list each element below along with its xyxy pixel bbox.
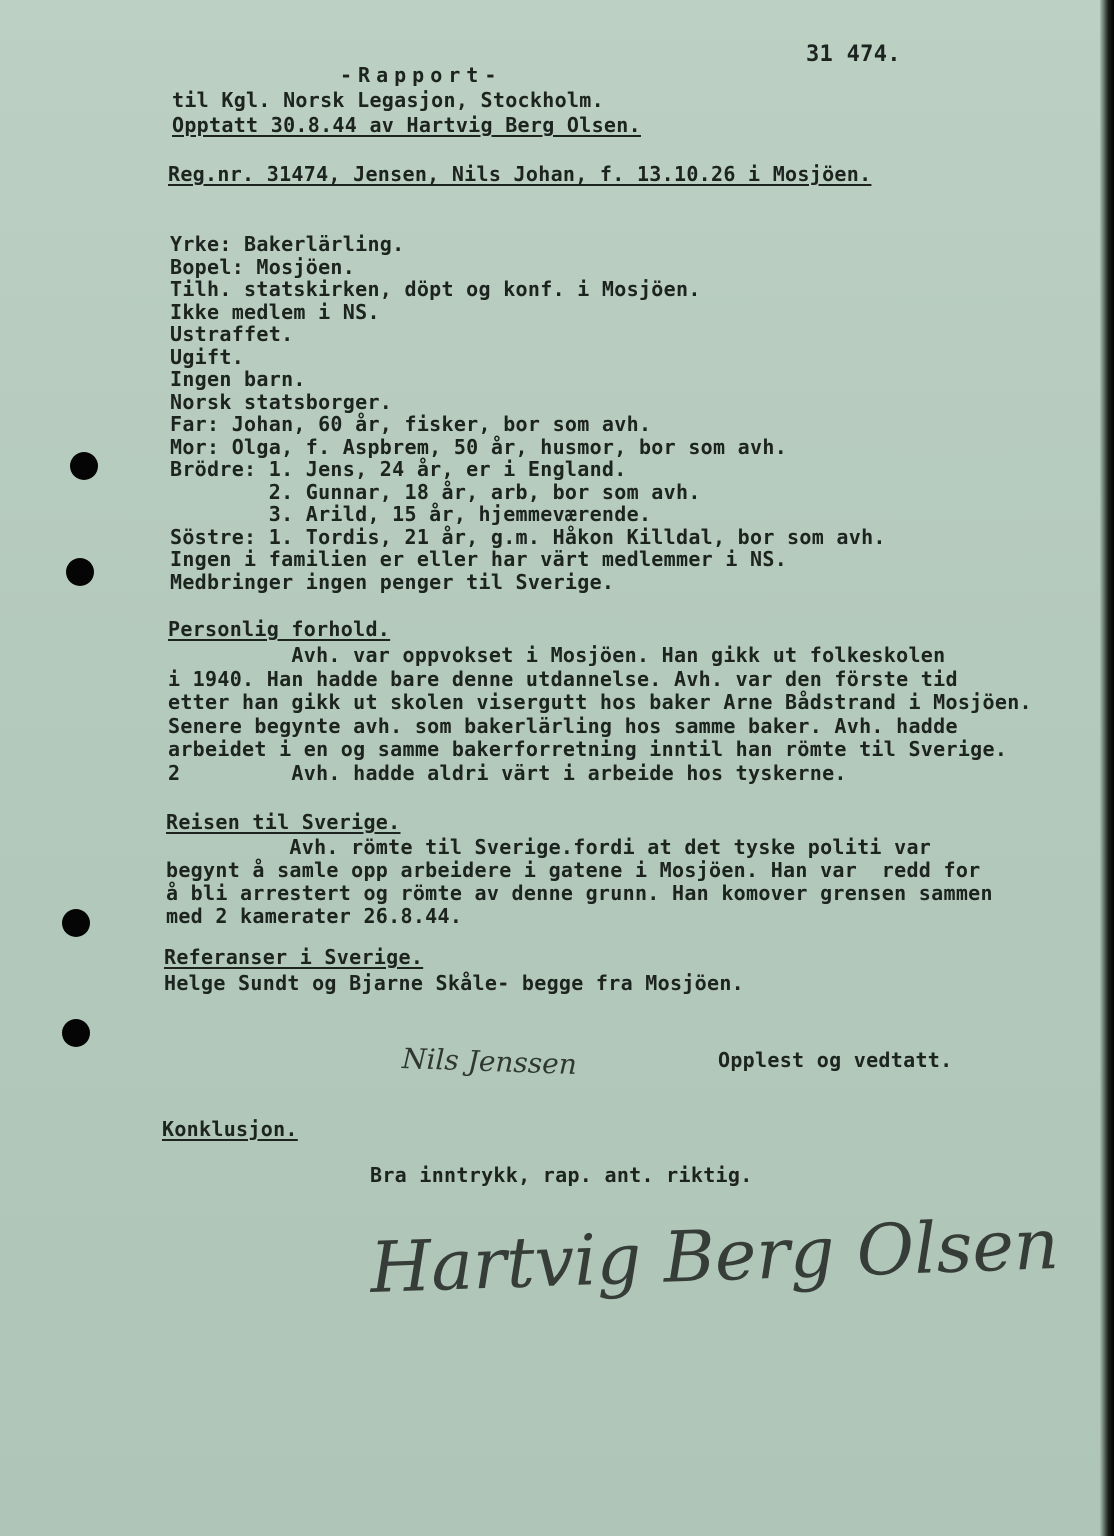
personal-line: 2 Avh. hadde aldri värt i arbeide hos tyskerne. (168, 760, 847, 785)
fact-line: Ugift. (170, 344, 245, 369)
fact-line: Söstre: 1. Tordis, 21 år, g.m. Håkon Killdal, bor som avh. (170, 524, 886, 549)
journey-line: begynt å samle opp arbeidere i gatene i Mosjöen. Han var redd for (166, 858, 981, 882)
fact-line: 2. Gunnar, 18 år, arb, bor som avh. (170, 479, 701, 504)
fact-line: Medbringer ingen penger til Sverige. (170, 569, 615, 594)
subject-signature: Nils Jenssen (401, 1041, 578, 1082)
journey-line: med 2 kamerater 26.8.44. (166, 904, 463, 928)
fact-line: 3. Arild, 15 år, hjemmeværende. (170, 502, 652, 526)
addressee-line: til Kgl. Norsk Legasjon, Stockholm. (172, 88, 604, 112)
officer-signature: Hartvig Berg Olsen (368, 1203, 1061, 1309)
personal-heading: Personlig forhold. (168, 617, 391, 641)
approved-stamp: Opplest og vedtatt. (718, 1048, 953, 1072)
fact-line: Ingen barn. (170, 367, 306, 391)
references-text: Helge Sundt og Bjarne Skåle- begge fra Mosjöen. (164, 971, 745, 995)
fact-line: Yrke: Bakerlärling. (170, 232, 405, 256)
punch-hole (70, 452, 98, 480)
conclusion-text: Bra inntrykk, rap. ant. riktig. (370, 1163, 753, 1187)
report-title: -Rapport- (340, 63, 503, 87)
fact-line: Ikke medlem i NS. (170, 299, 380, 324)
fact-line: Ustraffet. (170, 322, 294, 346)
personal-line: Senere begynte avh. som bakerlärling hos samme baker. Avh. hadde (168, 713, 958, 738)
conclusion-heading: Konklusjon. (162, 1117, 298, 1141)
registration-line: Reg.nr. 31474, Jensen, Nils Johan, f. 13.10.26 i Mosjöen. (168, 162, 872, 186)
fact-line: Mor: Olga, f. Aspbrem, 50 år, husmor, bor som avh. (170, 434, 788, 459)
recorded-by-line: Opptatt 30.8.44 av Hartvig Berg Olsen. (172, 113, 641, 137)
fact-line: Ingen i familien er eller har värt medlemmer i NS. (170, 547, 788, 571)
personal-line: etter han gikk ut skolen visergutt hos baker Arne Bådstrand i Mosjöen. (168, 690, 1032, 714)
fact-line: Bopel: Mosjöen. (170, 254, 356, 279)
personal-line: Avh. var oppvokset i Mosjöen. Han gikk ut folkeskolen (168, 643, 946, 667)
document-number: 31 474. (806, 42, 901, 67)
personal-line: i 1940. Han hadde bare denne utdannelse. Avh. var den förste tid (168, 666, 958, 691)
fact-line: Norsk statsborger. (170, 389, 393, 414)
fact-line: Tilh. statskirken, döpt og konf. i Mosjöen. (170, 277, 701, 301)
punch-hole (62, 1019, 90, 1047)
journey-heading: Reisen til Sverige. (166, 810, 401, 834)
punch-hole (66, 558, 94, 586)
journey-line: Avh. römte til Sverige.fordi at det tyske politi var (166, 835, 932, 859)
scan-edge (1100, 0, 1114, 1536)
punch-hole (62, 909, 90, 937)
personal-line: arbeidet i en og samme bakerforretning inntil han römte til Sverige. (168, 737, 1008, 761)
journey-line: å bli arrestert og römte av denne grunn. Han komover grensen sammen (166, 881, 993, 905)
fact-line: Brödre: 1. Jens, 24 år, er i England. (170, 457, 627, 481)
references-heading: Referanser i Sverige. (164, 945, 424, 969)
fact-line: Far: Johan, 60 år, fisker, bor som avh. (170, 412, 652, 436)
